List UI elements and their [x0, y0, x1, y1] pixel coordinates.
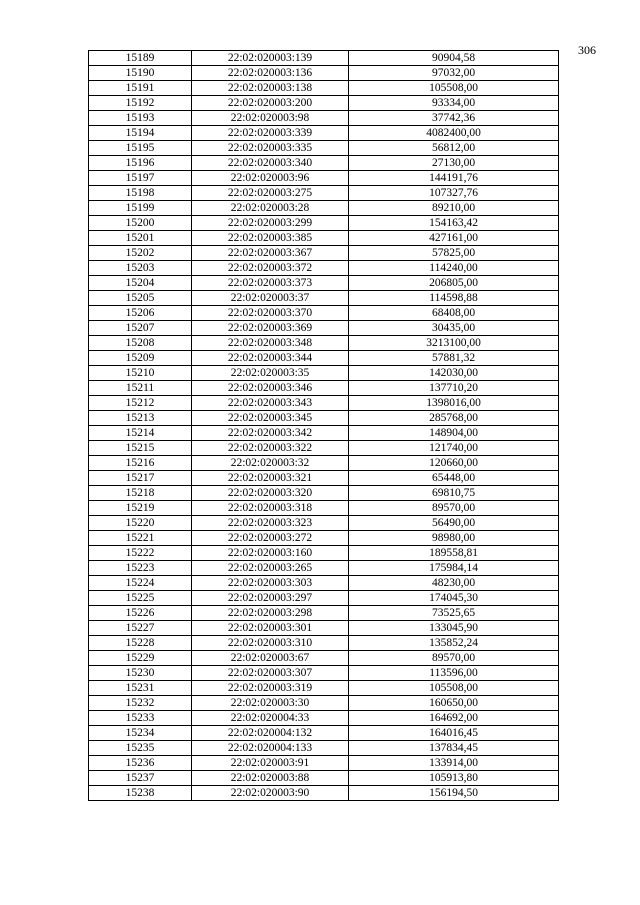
row-number-cell: 15230 — [89, 666, 192, 681]
table-row — [89, 171, 559, 186]
row-number-cell: 15215 — [89, 441, 192, 456]
cadastral-number-cell: 22:02:020003:342 — [192, 426, 349, 441]
row-number-cell: 15193 — [89, 111, 192, 126]
row-number-cell: 15191 — [89, 81, 192, 96]
table-row — [89, 576, 559, 591]
cadastral-number-cell: 22:02:020003:303 — [192, 576, 349, 591]
row-number-cell: 15205 — [89, 291, 192, 306]
row-number-cell: 15201 — [89, 231, 192, 246]
table-row — [89, 651, 559, 666]
table-row — [89, 456, 559, 471]
value-cell: 133914,00 — [349, 756, 559, 771]
row-number-cell: 15224 — [89, 576, 192, 591]
table-row — [89, 546, 559, 561]
cadastral-number-cell: 22:02:020003:373 — [192, 276, 349, 291]
row-number-cell: 15211 — [89, 381, 192, 396]
cadastral-number-cell: 22:02:020003:310 — [192, 636, 349, 651]
cadastral-number-cell: 22:02:020003:370 — [192, 306, 349, 321]
cadastral-number-cell: 22:02:020003:385 — [192, 231, 349, 246]
value-cell: 114598,88 — [349, 291, 559, 306]
table-row — [89, 741, 559, 756]
row-number-cell: 15236 — [89, 756, 192, 771]
table-row — [89, 156, 559, 171]
row-number-cell: 15232 — [89, 696, 192, 711]
cadastral-number-cell: 22:02:020003:340 — [192, 156, 349, 171]
table-row — [89, 306, 559, 321]
value-cell: 98980,00 — [349, 531, 559, 546]
cadastral-number-cell: 22:02:020003:301 — [192, 621, 349, 636]
value-cell: 1398016,00 — [349, 396, 559, 411]
table-row — [89, 231, 559, 246]
table-row — [89, 261, 559, 276]
value-cell: 89570,00 — [349, 651, 559, 666]
value-cell: 113596,00 — [349, 666, 559, 681]
row-number-cell: 15190 — [89, 66, 192, 81]
value-cell: 30435,00 — [349, 321, 559, 336]
value-cell: 4082400,00 — [349, 126, 559, 141]
cadastral-number-cell: 22:02:020003:275 — [192, 186, 349, 201]
cadastral-number-cell: 22:02:020003:272 — [192, 531, 349, 546]
table-row — [89, 471, 559, 486]
value-cell: 68408,00 — [349, 306, 559, 321]
table-row — [89, 486, 559, 501]
cadastral-number-cell: 22:02:020003:335 — [192, 141, 349, 156]
table-row — [89, 711, 559, 726]
value-cell: 189558,81 — [349, 546, 559, 561]
cadastral-number-cell: 22:02:020003:322 — [192, 441, 349, 456]
value-cell: 285768,00 — [349, 411, 559, 426]
table-row — [89, 696, 559, 711]
table-row — [89, 351, 559, 366]
table-row — [89, 771, 559, 786]
row-number-cell: 15235 — [89, 741, 192, 756]
cadastral-number-cell: 22:02:020003:98 — [192, 111, 349, 126]
table-row — [89, 246, 559, 261]
cadastral-number-cell: 22:02:020003:339 — [192, 126, 349, 141]
value-cell: 90904,58 — [349, 51, 559, 66]
table-row — [89, 321, 559, 336]
value-cell: 121740,00 — [349, 441, 559, 456]
cadastral-number-cell: 22:02:020003:372 — [192, 261, 349, 276]
table-row — [89, 126, 559, 141]
value-cell: 120660,00 — [349, 456, 559, 471]
cadastral-number-cell: 22:02:020003:299 — [192, 216, 349, 231]
value-cell: 57881,32 — [349, 351, 559, 366]
value-cell: 164692,00 — [349, 711, 559, 726]
cadastral-number-cell: 22:02:020003:138 — [192, 81, 349, 96]
cadastral-number-cell: 22:02:020003:346 — [192, 381, 349, 396]
value-cell: 133045,90 — [349, 621, 559, 636]
cadastral-number-cell: 22:02:020003:160 — [192, 546, 349, 561]
table-row — [89, 756, 559, 771]
row-number-cell: 15195 — [89, 141, 192, 156]
table-row — [89, 51, 559, 66]
row-number-cell: 15200 — [89, 216, 192, 231]
value-cell: 427161,00 — [349, 231, 559, 246]
value-cell: 89210,00 — [349, 201, 559, 216]
cadastral-number-cell: 22:02:020003:345 — [192, 411, 349, 426]
value-cell: 73525,65 — [349, 606, 559, 621]
row-number-cell: 15194 — [89, 126, 192, 141]
cadastral-number-cell: 22:02:020003:369 — [192, 321, 349, 336]
cadastral-number-cell: 22:02:020003:67 — [192, 651, 349, 666]
table-row — [89, 96, 559, 111]
table-row — [89, 111, 559, 126]
cadastral-number-cell: 22:02:020003:297 — [192, 591, 349, 606]
value-cell: 97032,00 — [349, 66, 559, 81]
value-cell: 114240,00 — [349, 261, 559, 276]
registry-table — [88, 50, 559, 801]
row-number-cell: 15217 — [89, 471, 192, 486]
cadastral-number-cell: 22:02:020003:139 — [192, 51, 349, 66]
row-number-cell: 15223 — [89, 561, 192, 576]
row-number-cell: 15218 — [89, 486, 192, 501]
row-number-cell: 15234 — [89, 726, 192, 741]
value-cell: 142030,00 — [349, 366, 559, 381]
cadastral-number-cell: 22:02:020003:265 — [192, 561, 349, 576]
table-row — [89, 561, 559, 576]
cadastral-number-cell: 22:02:020003:200 — [192, 96, 349, 111]
row-number-cell: 15196 — [89, 156, 192, 171]
row-number-cell: 15214 — [89, 426, 192, 441]
cadastral-number-cell: 22:02:020003:90 — [192, 786, 349, 801]
row-number-cell: 15208 — [89, 336, 192, 351]
cadastral-number-cell: 22:02:020003:343 — [192, 396, 349, 411]
cadastral-number-cell: 22:02:020004:33 — [192, 711, 349, 726]
value-cell: 135852,24 — [349, 636, 559, 651]
row-number-cell: 15189 — [89, 51, 192, 66]
value-cell: 160650,00 — [349, 696, 559, 711]
row-number-cell: 15198 — [89, 186, 192, 201]
value-cell: 144191,76 — [349, 171, 559, 186]
cadastral-number-cell: 22:02:020003:136 — [192, 66, 349, 81]
value-cell: 154163,42 — [349, 216, 559, 231]
value-cell: 105508,00 — [349, 681, 559, 696]
table-row — [89, 501, 559, 516]
value-cell: 137710,20 — [349, 381, 559, 396]
value-cell: 69810,75 — [349, 486, 559, 501]
row-number-cell: 15231 — [89, 681, 192, 696]
row-number-cell: 15221 — [89, 531, 192, 546]
value-cell: 107327,76 — [349, 186, 559, 201]
cadastral-number-cell: 22:02:020003:307 — [192, 666, 349, 681]
table-row — [89, 381, 559, 396]
row-number-cell: 15209 — [89, 351, 192, 366]
table-row — [89, 186, 559, 201]
page-number: 306 — [578, 43, 596, 57]
table-row — [89, 216, 559, 231]
row-number-cell: 15197 — [89, 171, 192, 186]
row-number-cell: 15225 — [89, 591, 192, 606]
value-cell: 174045,30 — [349, 591, 559, 606]
value-cell: 206805,00 — [349, 276, 559, 291]
row-number-cell: 15220 — [89, 516, 192, 531]
table-row — [89, 441, 559, 456]
row-number-cell: 15206 — [89, 306, 192, 321]
value-cell: 105913,80 — [349, 771, 559, 786]
table-row — [89, 426, 559, 441]
cadastral-number-cell: 22:02:020003:30 — [192, 696, 349, 711]
table-row — [89, 411, 559, 426]
value-cell: 27130,00 — [349, 156, 559, 171]
cadastral-number-cell: 22:02:020003:32 — [192, 456, 349, 471]
table-row — [89, 681, 559, 696]
value-cell: 105508,00 — [349, 81, 559, 96]
cadastral-number-cell: 22:02:020003:318 — [192, 501, 349, 516]
row-number-cell: 15202 — [89, 246, 192, 261]
value-cell: 156194,50 — [349, 786, 559, 801]
table-row — [89, 621, 559, 636]
row-number-cell: 15229 — [89, 651, 192, 666]
row-number-cell: 15199 — [89, 201, 192, 216]
value-cell: 56812,00 — [349, 141, 559, 156]
cadastral-number-cell: 22:02:020003:35 — [192, 366, 349, 381]
row-number-cell: 15219 — [89, 501, 192, 516]
cadastral-number-cell: 22:02:020003:348 — [192, 336, 349, 351]
table-row — [89, 336, 559, 351]
table-row — [89, 786, 559, 801]
table-row — [89, 66, 559, 81]
cadastral-number-cell: 22:02:020003:367 — [192, 246, 349, 261]
value-cell: 164016,45 — [349, 726, 559, 741]
table-row — [89, 396, 559, 411]
table-row — [89, 81, 559, 96]
table-row — [89, 276, 559, 291]
table-row — [89, 141, 559, 156]
table-row — [89, 531, 559, 546]
cadastral-number-cell: 22:02:020003:319 — [192, 681, 349, 696]
registry-table-body — [89, 51, 559, 801]
value-cell: 56490,00 — [349, 516, 559, 531]
row-number-cell: 15227 — [89, 621, 192, 636]
value-cell: 137834,45 — [349, 741, 559, 756]
cadastral-number-cell: 22:02:020004:132 — [192, 726, 349, 741]
row-number-cell: 15204 — [89, 276, 192, 291]
row-number-cell: 15212 — [89, 396, 192, 411]
row-number-cell: 15226 — [89, 606, 192, 621]
row-number-cell: 15222 — [89, 546, 192, 561]
row-number-cell: 15203 — [89, 261, 192, 276]
row-number-cell: 15233 — [89, 711, 192, 726]
table-row — [89, 666, 559, 681]
cadastral-number-cell: 22:02:020003:344 — [192, 351, 349, 366]
table-row — [89, 591, 559, 606]
table-row — [89, 201, 559, 216]
cadastral-number-cell: 22:02:020003:88 — [192, 771, 349, 786]
table-row — [89, 366, 559, 381]
cadastral-number-cell: 22:02:020003:96 — [192, 171, 349, 186]
cadastral-number-cell: 22:02:020003:91 — [192, 756, 349, 771]
value-cell: 48230,00 — [349, 576, 559, 591]
cadastral-number-cell: 22:02:020003:28 — [192, 201, 349, 216]
row-number-cell: 15238 — [89, 786, 192, 801]
value-cell: 65448,00 — [349, 471, 559, 486]
cadastral-number-cell: 22:02:020003:321 — [192, 471, 349, 486]
table-row — [89, 606, 559, 621]
value-cell: 57825,00 — [349, 246, 559, 261]
row-number-cell: 15213 — [89, 411, 192, 426]
value-cell: 175984,14 — [349, 561, 559, 576]
table-row — [89, 726, 559, 741]
value-cell: 3213100,00 — [349, 336, 559, 351]
cadastral-number-cell: 22:02:020003:298 — [192, 606, 349, 621]
table-row — [89, 291, 559, 306]
value-cell: 148904,00 — [349, 426, 559, 441]
table-row — [89, 516, 559, 531]
table-row — [89, 636, 559, 651]
cadastral-number-cell: 22:02:020003:320 — [192, 486, 349, 501]
row-number-cell: 15228 — [89, 636, 192, 651]
row-number-cell: 15192 — [89, 96, 192, 111]
cadastral-number-cell: 22:02:020003:323 — [192, 516, 349, 531]
row-number-cell: 15237 — [89, 771, 192, 786]
value-cell: 93334,00 — [349, 96, 559, 111]
value-cell: 37742,36 — [349, 111, 559, 126]
row-number-cell: 15210 — [89, 366, 192, 381]
row-number-cell: 15207 — [89, 321, 192, 336]
row-number-cell: 15216 — [89, 456, 192, 471]
value-cell: 89570,00 — [349, 501, 559, 516]
cadastral-number-cell: 22:02:020004:133 — [192, 741, 349, 756]
cadastral-number-cell: 22:02:020003:37 — [192, 291, 349, 306]
